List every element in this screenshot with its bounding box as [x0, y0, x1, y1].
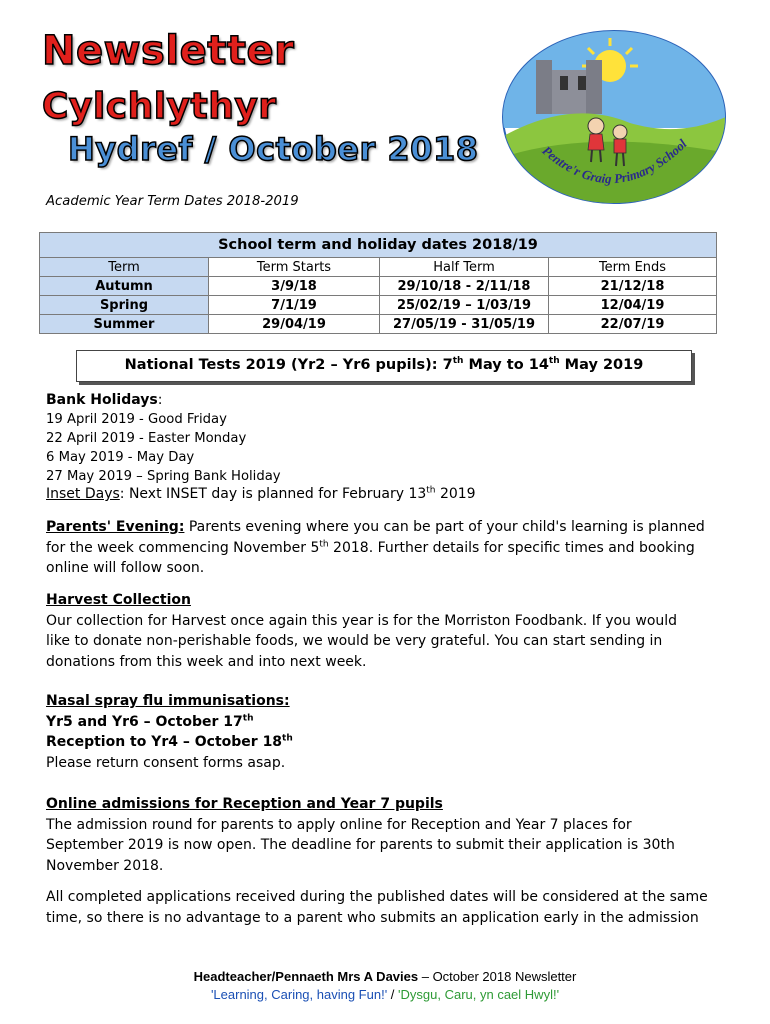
- half-term: 29/10/18 - 2/11/18: [380, 277, 549, 296]
- half-term: 25/02/19 – 1/03/19: [380, 296, 549, 315]
- term-end: 21/12/18: [549, 277, 717, 296]
- col-header-starts: Term Starts: [209, 258, 380, 277]
- national-tests-box: [76, 350, 692, 382]
- flu-text: Reception to Yr4 – October 18: [46, 734, 283, 750]
- admissions-section-2: [46, 887, 708, 928]
- col-header-term: Term: [40, 258, 209, 277]
- parents-evening-text: 2018. Further details for specific times and booking: [328, 539, 695, 556]
- col-header-ends: Term Ends: [549, 258, 717, 277]
- term-start: 29/04/19: [209, 315, 380, 334]
- inset-text: : Next INSET day is planned for February 13: [119, 486, 427, 502]
- list-item: 19 April 2019 - Good Friday: [46, 412, 227, 427]
- list-item: 27 May 2019 – Spring Bank Holiday: [46, 469, 281, 484]
- parents-evening-section: [46, 517, 705, 579]
- ordinal: th: [282, 733, 293, 744]
- admissions-heading: Online admissions for Reception and Year 7 pupils: [46, 796, 443, 812]
- ordinal: th: [548, 356, 560, 367]
- ordinal: th: [319, 538, 329, 549]
- harvest-section: [46, 590, 677, 672]
- term-name: Spring: [40, 296, 209, 315]
- national-tests-text: May 2019: [559, 357, 644, 373]
- motto-english: 'Learning, Caring, having Fun!': [210, 987, 388, 1002]
- footer-line: [0, 969, 770, 984]
- term-start: 3/9/18: [209, 277, 380, 296]
- flu-section: [46, 691, 293, 773]
- newsletter-title: Newsletter: [42, 28, 295, 74]
- motto-welsh: 'Dysgu, Caru, yn cael Hwyl!': [398, 987, 560, 1002]
- list-item: 22 April 2019 - Easter Monday: [46, 431, 247, 446]
- admissions-text: time, so there is no advantage to a parent who submits an application early in the admission: [46, 909, 699, 926]
- school-logo: [500, 28, 728, 206]
- term-end: 12/04/19: [549, 296, 717, 315]
- ordinal: th: [452, 356, 464, 367]
- flu-text: Please return consent forms asap.: [46, 754, 286, 771]
- term-name: Autumn: [40, 277, 209, 296]
- term-name: Summer: [40, 315, 209, 334]
- inset-text: 2019: [435, 486, 476, 502]
- footer-motto: [0, 987, 770, 1002]
- flu-heading: Nasal spray flu immunisations:: [46, 693, 290, 709]
- admissions-section: [46, 794, 675, 876]
- table-row: [40, 315, 717, 334]
- harvest-text: donations from this week and into next week.: [46, 653, 367, 670]
- admissions-text: The admission round for parents to apply online for Reception and Year 7 places for: [46, 816, 632, 833]
- admissions-text: All completed applications received during the published dates will be considered at the same: [46, 889, 708, 905]
- list-item: 6 May 2019 - May Day: [46, 450, 195, 465]
- admissions-text: September 2019 is now open. The deadline for parents to submit their application is 30th: [46, 837, 675, 853]
- table-title: School term and holiday dates 2018/19: [40, 233, 717, 258]
- parents-evening-text: Parents evening where you can be part of your child's learning is planned: [184, 519, 705, 535]
- parents-evening-heading: Parents' Evening:: [46, 519, 185, 535]
- national-tests-text: National Tests 2019 (Yr2 – Yr6 pupils): 7: [124, 357, 453, 373]
- parents-evening-text: for the week commencing November 5: [46, 539, 320, 556]
- inset-heading: Inset Days: [46, 486, 120, 502]
- national-tests-text: May to 14: [463, 357, 549, 373]
- harvest-heading: Harvest Collection: [46, 592, 191, 608]
- footer-text: – October 2018 Newsletter: [418, 969, 577, 984]
- term-end: 22/07/19: [549, 315, 717, 334]
- table-row: [40, 296, 717, 315]
- parents-evening-text: online will follow soon.: [46, 560, 205, 576]
- bank-holidays-heading: Bank Holidays: [46, 392, 158, 408]
- logo-school-name: Pentre'r Graig Primary School: [539, 136, 690, 187]
- colon: :: [157, 392, 163, 408]
- ordinal: th: [426, 485, 436, 496]
- inset-days: [46, 484, 476, 505]
- bank-holiday-list: [46, 410, 281, 486]
- half-term: 27/05/19 - 31/05/19: [380, 315, 549, 334]
- ordinal: th: [242, 712, 254, 723]
- term-start: 7/1/19: [209, 296, 380, 315]
- welsh-title: Cylchlythyr: [42, 86, 277, 127]
- harvest-text: like to donate non-perishable foods, we would be very grateful. You can start sending in: [46, 633, 663, 649]
- harvest-text: Our collection for Harvest once again this year is for the Morriston Foodbank. If you would: [46, 612, 678, 629]
- motto-divider: /: [387, 987, 399, 1002]
- term-dates-table: [39, 232, 717, 334]
- month-title: Hydref / October 2018: [68, 130, 479, 168]
- flu-text: Yr5 and Yr6 – October 17: [46, 713, 243, 730]
- table-row: [40, 277, 717, 296]
- bank-holidays-section: [46, 390, 162, 411]
- admissions-text: November 2018.: [46, 857, 164, 874]
- col-header-half: Half Term: [380, 258, 549, 277]
- footer-label: Headteacher/Pennaeth Mrs A Davies: [193, 969, 419, 984]
- term-dates-heading: Academic Year Term Dates 2018-2019: [46, 194, 299, 209]
